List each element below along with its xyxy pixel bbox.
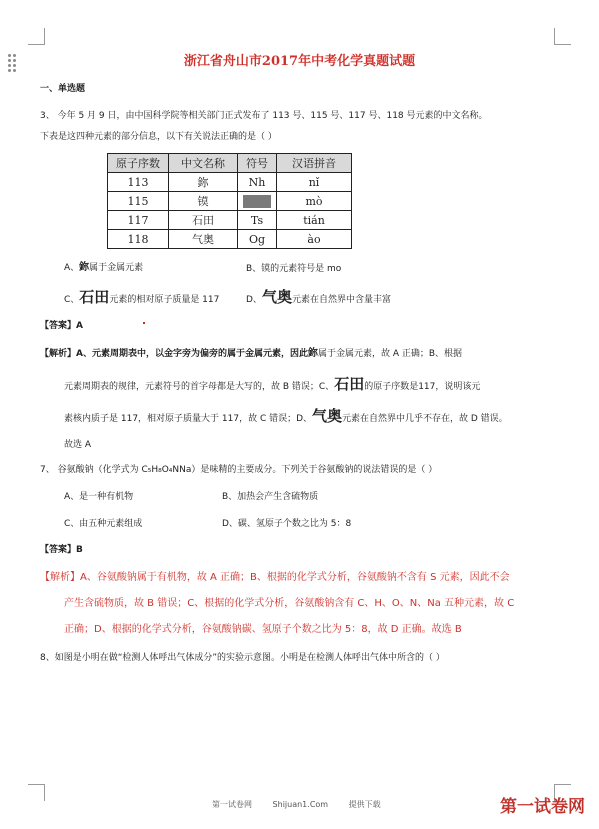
q3-option-b: B、镆的元素符号是 mo xyxy=(246,264,342,274)
footer-url[interactable]: Shijuan1.Com xyxy=(272,800,329,809)
q3-option-c: C、石田元素的相对原子质量是 117 xyxy=(64,288,220,306)
q3-analysis-line4: 故选 A xyxy=(64,440,92,450)
q7-analysis-line3: 正确；D、根据的化学式分析，谷氨酸钠碳、氢原子个数之比为 5：8，故 D 正确。故选 B xyxy=(64,624,462,635)
footer-site: 第一试卷网 xyxy=(212,800,252,809)
q3-analysis-line3: 素核内质子是 117，相对原子质量大于 117，故 C 错误；D、气奥元素在自然界中几乎不存在，故 D 错误。 xyxy=(64,407,508,425)
q7-analysis-line1: 【解析】A、谷氨酸钠属于有机物，故 A 正确；B、根据的化学式分析，谷氨酸钠不含有 S 元素，因此不会 xyxy=(40,572,510,583)
q7-option-d: D、碳、氢原子个数之比为 5：8 xyxy=(222,519,352,529)
q3-answer: 【答案】A xyxy=(40,321,83,331)
q3-option-a: A、鉨属于金属元素 xyxy=(64,262,144,273)
crop-mark xyxy=(28,784,45,801)
q3-option-d: D、气奥元素在自然界中含量丰富 xyxy=(246,288,391,306)
q7-option-b: B、加热会产生含硫物质 xyxy=(222,492,319,502)
q7-text-line1: 7、 谷氨酸钠（化学式为 C₅H₈O₄NNa）是味精的主要成分。下列关于谷氨酸钠的说法错误的是（ ） xyxy=(40,465,438,475)
table-header: 汉语拼音 xyxy=(277,154,352,173)
crop-mark xyxy=(28,28,45,45)
brand-logo: 第一试卷网 xyxy=(500,797,585,817)
q3-text-line1: 3、 今年 5 月 9 日，由中国科学院等相关部门正式发布了 113 号、115 号、117 号、118 号元素的中文名称。 xyxy=(40,111,488,121)
table-header: 原子序数 xyxy=(108,154,169,173)
page-footer xyxy=(212,799,399,810)
table-header: 中文名称 xyxy=(169,154,238,173)
table-row: 115 镆 mò xyxy=(108,192,352,211)
q7-option-a: A、是一种有机物 xyxy=(64,492,134,502)
q7-analysis-line2: 产生含硫物质，故 B 错误；C、根据的化学式分析，谷氨酸钠含有 C、H、O、N、Na 五种元素，故 C xyxy=(64,598,515,609)
hidden-symbol-box xyxy=(238,192,277,211)
table-row: 113 鉨 Nh nǐ xyxy=(108,173,352,192)
marker-dot xyxy=(143,322,145,324)
table-row: 117 石田 Ts tián xyxy=(108,211,352,230)
footer-download: 提供下载 xyxy=(348,800,381,809)
q7-option-c: C、由五种元素组成 xyxy=(64,519,143,529)
element-table xyxy=(107,153,352,249)
table-header: 符号 xyxy=(238,154,277,173)
page-title: 浙江省舟山市2017年中考化学真题试题 xyxy=(183,54,416,69)
q3-text-line2: 下表是这四种元素的部分信息，以下有关说法正确的是（ ） xyxy=(40,132,277,142)
q7-answer: 【答案】B xyxy=(40,545,83,555)
q3-analysis-line2: 元素周期表的规律，元素符号的首字母都是大写的，故 B 错误；C、石田的原子序数是117，说明该元 xyxy=(64,375,481,393)
crop-mark xyxy=(554,28,571,45)
q8-text-line1: 8、如图是小明在做“检测人体呼出气体成分”的实验示意图。小明是在检测人体呼出气体中所含的（ ） xyxy=(40,653,445,663)
table-row: 118 气奥 Og ào xyxy=(108,230,352,249)
section-heading: 一、单选题 xyxy=(40,84,86,94)
q3-analysis-line1: 【解析】A、元素周期表中，以金字旁为偏旁的属于金属元素，因此鉨属于金属元素，故 A 正确；B、根据 xyxy=(40,348,463,359)
